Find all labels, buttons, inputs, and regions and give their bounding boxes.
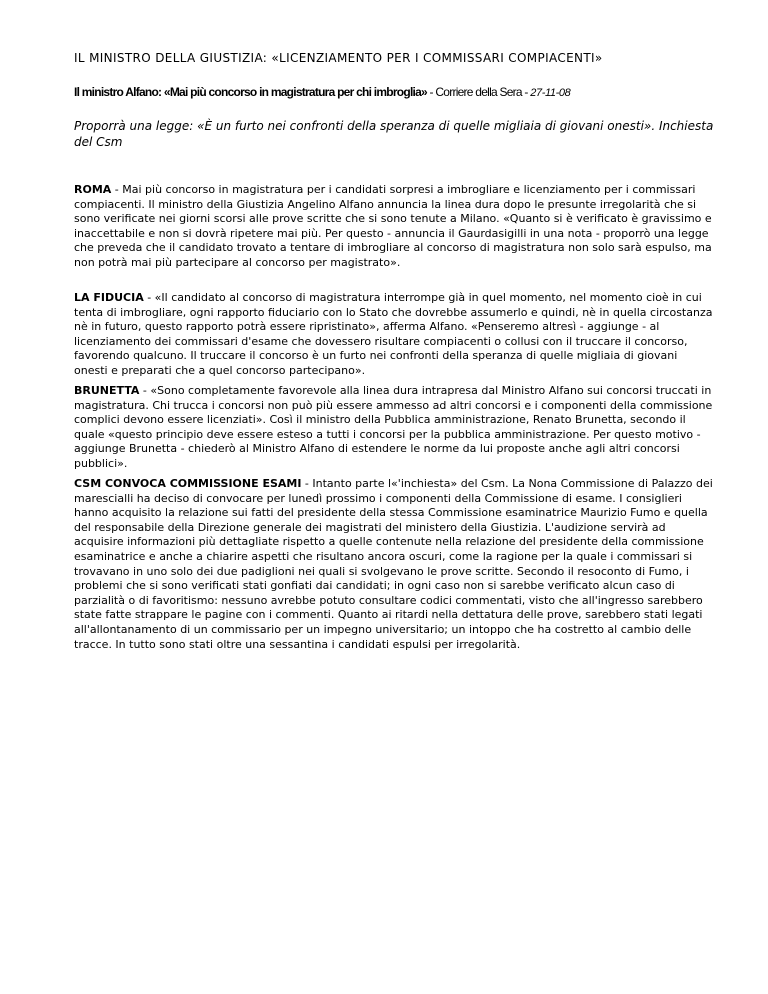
paragraph-text: - «Sono completamente favorevole alla linea dura intrapresa dal Ministro Alfano sui concorsi truccati in magistratura. Chi trucca i concorsi non può più essere ammesso ad altri concorsi e i componenti della commissione complici devono essere licenziati». Così il ministro della Pubblica amministrazione, Renato Brunetta, secondo il quale «questo principio deve essere esteso a tutti i concorsi per la pubblica amministrazione. Per questo motivo - aggiunge Brunetta - chiederò al Ministro Alfano di estendere le norme da lui proposte anche agli altri concorsi pubblici». [74, 384, 713, 470]
article-date: 27-11-08 [530, 87, 571, 99]
paragraph-brunetta [74, 384, 714, 472]
paragraph-text: - Mai più concorso in magistratura per i candidati sorpresi a imbrogliare e licenziamento per i commissari compiacenti. Il ministro della Giustizia Angelino Alfano annuncia la linea dura dopo le presunte irregolarità che si sono verificate nei giorni scorsi alle prove scritte che si sono tenute a Milano. «Quanto si è verificato è gravissimo e inaccettabile e non si dovrà ripetere mai più. Per questo - annuncia il Gaurdasigilli in una nota - proporrò una legge che preveda che il candidato trovato a tentare di imbrogliare al concorso di magistratura non solo sarà espulso, ma non potrà mai più partecipare al concorso per magistrato». [74, 183, 712, 269]
source-line [74, 84, 714, 101]
paragraph-la-fiducia [74, 291, 714, 379]
paragraph-text: - Intanto parte l«'inchiesta» del Csm. La Nona Commissione di Palazzo dei marescialli ha deciso di convocare per lunedì prossimo i componenti della Commissione di esame. I consiglieri hanno acquisito la relazione sui fatti del presidente della stessa Commissione esaminatrice Maurizio Fumo e quella del responsabile della Direzione generale dei magistrati del ministero della Giustizia. L'audizione servirà ad acquisire informazioni più dettagliate rispetto a quelle contenute nella relazione del presidente della commissione esaminatrice e anche a chiarire aspetti che risultano ancora oscuri, come la ragione per la quale i commissari si trovavano in uno solo dei due padiglioni nei quali si svolgevano le prove scritte. Secondo il resoconto di Fumo, i problemi che si sono verificati stati gonfiati dai candidati; in ogni caso non si sarebbe verificato alcun caso di parzialità o di favoritismo: nessuno avrebbe potuto consultare codici commentati, visto che all'ingresso sarebbero state fatte strappare le pagine con i commenti. Quanto ai ritardi nella dettatura delle prove, sarebbero stati legati all'allontanamento di un commissario per un impegno universitario; un intoppo che ha costretto al cambio delle tracce. In tutto sono stati oltre una sessantina i candidati espulsi per irregolarità. [74, 477, 713, 651]
article-subtitle: Proporrà una legge: «È un furto nei confronti della speranza di quelle migliaia di giovani onesti». Inchiesta del Csm [74, 119, 714, 149]
paragraph-csm [74, 477, 714, 652]
paragraph-lead: LA FIDUCIA [74, 291, 144, 304]
article-headline: Il ministro Alfano: «Mai più concorso in magistratura per chi imbroglia» [74, 85, 427, 99]
paragraph-roma [74, 183, 714, 271]
paragraph-lead: CSM CONVOCA COMMISSIONE ESAMI [74, 477, 302, 490]
source-outlet: - Corriere della Sera - [426, 85, 531, 99]
paragraph-text: - «Il candidato al concorso di magistratura interrompe già in quel momento, nel momento cioè in cui tenta di imbrogliare, ogni rapporto fiduciario con lo Stato che dovrebbe assumerlo e quindi, nè in quella circostanza nè in futuro, questo rapporto potrà essere ripristinato», afferma Alfano. «Penseremo altresì - aggiunge - al licenziamento dei commissari d'esame che dovessero risultare compiacenti o collusi con il truccare il concorso, favorendo qualcuno. Il truccare il concorso è un furto nei confronti della speranza di quelle migliaia di giovani onesti e preparati che a quel concorso partecipano». [74, 291, 713, 377]
paragraph-lead: BRUNETTA [74, 384, 140, 397]
document-title: IL MINISTRO DELLA GIUSTIZIA: «LICENZIAMENTO PER I COMMISSARI COMPIACENTI» [74, 51, 603, 65]
paragraph-lead: ROMA [74, 183, 112, 196]
